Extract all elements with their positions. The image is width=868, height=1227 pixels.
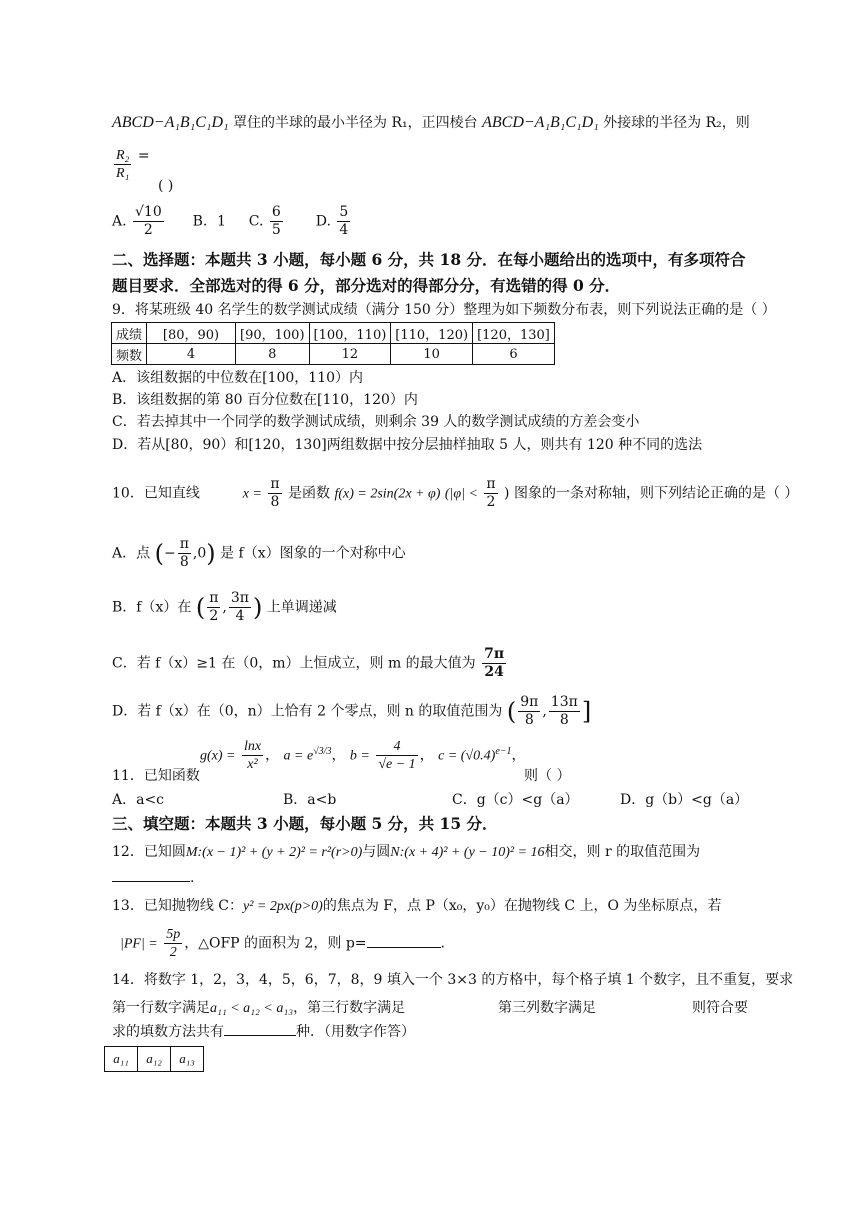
q8-opt-d-den: 4 xyxy=(339,222,349,238)
q10-opt-c-pre: C．若 f（x）≥1 在（0，m）上恒成立，则 m 的最大值为 xyxy=(112,655,476,672)
q12-period: . xyxy=(190,870,195,886)
q10-cond-den: 2 xyxy=(486,494,496,510)
q13-pre: 13．已知抛物线 C： xyxy=(112,898,243,914)
table-cell: [90，100) xyxy=(236,323,310,344)
q10-opt-b-frac2 xyxy=(229,590,251,625)
q8-line1 xyxy=(112,113,750,133)
q10-option-d: D．若 f（x）在（0，n）上恰有 2 个零点，则 n 的取值范围为 ( $\frac{9\pi}{8}$ , $\frac{13\pi}{8}$ ] xyxy=(112,694,592,728)
q9-frequency-table xyxy=(111,322,555,365)
q8-opt-d-frac xyxy=(337,204,350,239)
q8-text-mid: 罩住的半球的最小半径为 R₁，正四棱台 xyxy=(233,115,478,131)
table-row xyxy=(105,1047,204,1072)
q8-opt-c-num: 6 xyxy=(271,204,281,220)
q14-line3 xyxy=(112,1022,415,1042)
table-row xyxy=(112,323,555,344)
q11-g-den: x² xyxy=(247,757,258,772)
q10-opt-b-d2: 4 xyxy=(235,608,245,624)
q13-answer-blank[interactable] xyxy=(367,947,441,948)
q14-line2-b: ，第三行数字满足 xyxy=(293,1000,406,1016)
q8-ratio-num: R₂ xyxy=(116,147,130,163)
q10-line-x: x = xyxy=(242,486,262,502)
q12-mid: 与圆 xyxy=(362,844,391,860)
q10-opt-a-den: 8 xyxy=(179,554,189,570)
q10-opt-d-n1: 9π xyxy=(520,694,539,710)
q13-stem xyxy=(112,896,721,917)
q14-line2-c: 第三列数字满足 xyxy=(498,1000,596,1016)
q10-opt-c-frac xyxy=(482,646,506,681)
q11-b-frac xyxy=(376,738,417,773)
q14-line1: 14．将数字 1，2，3，4，5，6，7，8，9 填入一个 3×3 的方格中，每个格子填 1 个数字，且不重复，要求 xyxy=(112,972,794,988)
q10-cond-num: π xyxy=(486,476,496,492)
q11-option-c: C．g（c）<g（a） xyxy=(452,792,579,808)
q10-cond-post: ) xyxy=(504,485,510,502)
q8-opt-c-frac xyxy=(270,204,283,239)
grid-cell-a13: a₁₃ xyxy=(171,1047,204,1072)
q10-cond-frac xyxy=(484,476,497,511)
section2-header-line1: 二、选择题：本题共 3 小题，每小题 6 分，共 18 分．在每小题给出的选项中，有多项符合 xyxy=(112,250,746,269)
q10-option-c xyxy=(112,646,508,681)
q13-period: . xyxy=(440,935,445,952)
q14-line2-a: 第一行数字满足 xyxy=(112,1000,210,1016)
table-cell: [100，110) xyxy=(309,323,391,344)
q11-then: 则（ ） xyxy=(524,768,571,784)
q14-answer-blank[interactable] xyxy=(224,1035,296,1036)
table-cell: 频数 xyxy=(112,344,147,365)
q13-pf-den: 2 xyxy=(169,945,177,960)
q13-pf-frac xyxy=(164,926,182,961)
q8-opt-a-frac xyxy=(133,204,164,239)
q8-opt-c-den: 5 xyxy=(271,222,281,238)
q13-post: 的焦点为 F，点 P（x₀，y₀）在抛物线 C 上，O 为坐标原点，若 xyxy=(322,898,722,914)
q11-option-a: A．a<c xyxy=(112,792,165,808)
q10-option-a: A．点 (− $\frac{\pi}{8}$ ,0) 是 f（x）图象的一个对称中心 xyxy=(112,536,406,570)
q14-line2-ineq: a₁₁ < a₁₂ < a₁₃ xyxy=(210,1001,294,1016)
q13-line2 xyxy=(120,926,445,961)
q8-frustum-name: ABCD−A₁B₁C₁D₁ xyxy=(482,114,599,131)
q11-b-den: √e − 1 xyxy=(378,757,416,772)
q12-answer-line xyxy=(112,868,194,888)
q10-stem-end: 图象的一条对称轴，则下列结论正确的是（ ） xyxy=(513,485,799,502)
table-cell: [80，90) xyxy=(147,323,236,344)
q11-c-exp: e−1 xyxy=(495,745,512,757)
q14-line3-post: 种．（用数字作答） xyxy=(296,1024,415,1040)
q10-opt-b-d1: 2 xyxy=(209,608,219,624)
table-cell: 10 xyxy=(391,344,473,365)
q10-function: f(x) = 2sin(2x + φ) xyxy=(334,486,441,502)
q11-stem: 11．已知函数 xyxy=(112,768,200,784)
q12-pre: 12．已知圆 xyxy=(112,844,186,860)
q9-stem: 9．将某班级 40 名学生的数学测试成绩（满分 150 分）整理为如下频数分布表，则下列说法正确的是（ ） xyxy=(112,302,776,318)
q10-line-num: π xyxy=(270,476,280,492)
q8-opt-d-num: 5 xyxy=(339,204,349,220)
q12-circle-n: N:(x + 4)² + (y − 10)² = 16 xyxy=(390,845,545,860)
q11-c-expr: c = (√0.4) xyxy=(438,748,496,764)
q10-opt-a-post: 是 f（x）图象的一个对称中心 xyxy=(220,545,406,562)
q10-cond-pre: (|φ| < xyxy=(444,486,478,502)
q10-opt-d-frac2 xyxy=(549,694,580,729)
q11-a-expr: a = e xyxy=(283,748,314,764)
table-cell: 6 xyxy=(473,344,555,365)
q8-ratio xyxy=(112,146,150,182)
q10-opt-d-pre: D．若 f（x）在（0，n）上恰有 2 个零点，则 n 的取值范围为 xyxy=(112,703,503,720)
grid-cell-a11: a₁₁ xyxy=(105,1047,138,1072)
q10-opt-b-n2: 3π xyxy=(230,590,249,606)
q10-stem xyxy=(112,476,798,511)
q13-tri: ，△OFP 的面积为 2，则 p= xyxy=(184,935,367,952)
q10-opt-a-pre: A．点 xyxy=(112,545,151,562)
q11-g-frac xyxy=(242,738,263,773)
q10-stem-mid: 是函数 xyxy=(288,485,331,502)
q10-opt-c-den: 24 xyxy=(484,664,504,680)
q14-grid-row xyxy=(104,1046,204,1072)
q13-eq: y² = 2px(p>0) xyxy=(242,899,323,914)
q9-option-a: A．该组数据的中位数在[100，110）内 xyxy=(112,370,364,386)
table-cell: 12 xyxy=(309,344,391,365)
q10-opt-b-frac1 xyxy=(207,590,220,625)
q8-opt-a-den: 2 xyxy=(143,222,153,238)
q10-opt-b-n1: π xyxy=(209,590,219,606)
q14-line3-pre: 求的填数方法共有 xyxy=(112,1024,224,1040)
q10-opt-a-num: π xyxy=(179,536,189,552)
q8-ratio-den: R₁ xyxy=(116,165,130,181)
q10-opt-d-d1: 8 xyxy=(524,712,534,728)
q8-paren: ( ) xyxy=(158,178,174,194)
q11-option-b: B．a<b xyxy=(283,792,337,808)
q11-g-pre: g(x) = xyxy=(200,748,236,764)
q11-formulas: g(x) = $\frac{\ln x}{\text{x²}}$ ， $a = e^{√3/3}$， b = $\frac{4}{√e - 1}$ ， $c = (√0.4)^{e-1}$， xyxy=(200,739,526,772)
q8-solid-name: ABCD−A₁B₁C₁D₁ xyxy=(112,114,229,131)
q8-opt-b: B．1 xyxy=(192,213,226,230)
section2-header-line2: 题目要求．全部选对的得 6 分，部分选对的得部分分，有选错的得 0 分． xyxy=(112,276,621,295)
table-cell: 4 xyxy=(147,344,236,365)
q10-option-b: B．f（x）在 ( $\frac{\pi}{2}$ , $\frac{3\pi}{4}$ ) 上单调递减 xyxy=(112,590,337,624)
q11-option-d: D．g（b）<g（a） xyxy=(620,792,749,808)
q8-ratio-frac xyxy=(114,147,131,182)
grid-cell-a12: a₁₂ xyxy=(138,1047,171,1072)
q11-g-num: lnx xyxy=(243,739,262,754)
q10-label: 10．已知直线 xyxy=(112,485,200,502)
q8-opt-a-num: √10 xyxy=(135,204,162,220)
q10-opt-d-d2: 8 xyxy=(559,712,569,728)
q8-opt-a-label: A. xyxy=(112,213,127,230)
table-cell: 成绩 xyxy=(112,323,147,344)
q10-line-den: 8 xyxy=(270,494,280,510)
q8-opt-d-label: D. xyxy=(315,213,331,230)
q9-option-c: C．若去掉其中一个同学的数学测试成绩，则剩余 39 人的数学测试成绩的方差会变小 xyxy=(112,414,640,430)
q8-options xyxy=(112,204,352,239)
q12-circle-m: M:(x − 1)² + (y + 2)² = r²(r>0) xyxy=(185,845,363,860)
section3-header: 三、填空题：本题共 3 小题，每小题 5 分，共 15 分． xyxy=(112,814,498,833)
q13-pf: |PF| = xyxy=(120,936,158,952)
q10-opt-b-pre: B．f（x）在 xyxy=(112,599,192,616)
q11-a-exp: √3/3 xyxy=(313,745,332,757)
q10-line-frac xyxy=(268,476,281,511)
q10-opt-c-num: 7π xyxy=(484,646,505,662)
q10-opt-a-frac xyxy=(178,536,191,571)
q13-pf-num: 5p xyxy=(166,927,181,942)
q14-line2 xyxy=(112,998,405,1019)
q10-opt-b-post: 上单调递减 xyxy=(266,599,337,616)
q12-answer-blank[interactable] xyxy=(112,881,190,882)
q10-opt-d-n2: 13π xyxy=(550,694,578,710)
q8-opt-c-label: C. xyxy=(248,213,264,230)
q12-stem xyxy=(112,842,700,863)
q12-end: 相交，则 r 的取值范围为 xyxy=(544,844,701,860)
table-cell: [120，130] xyxy=(473,323,555,344)
q14-line2-d: 则符合要 xyxy=(692,1000,748,1016)
q8-text-end: 外接球的半径为 R₂，则 xyxy=(603,115,750,131)
table-cell: 8 xyxy=(236,344,310,365)
q11-b-pre: b = xyxy=(349,748,370,764)
q9-option-b: B．该组数据的第 80 百分位数在[110，120）内 xyxy=(112,392,418,408)
table-cell: [110，120) xyxy=(391,323,473,344)
q9-option-d: D．若从[80，90）和[120，130]两组数据中按分层抽样抽取 5 人，则共有 120 种不同的选法 xyxy=(112,437,703,453)
q11-b-num: 4 xyxy=(376,738,417,756)
table-row xyxy=(112,344,555,365)
q8-ratio-eq: = xyxy=(137,148,150,164)
q10-opt-d-frac1 xyxy=(518,694,540,729)
